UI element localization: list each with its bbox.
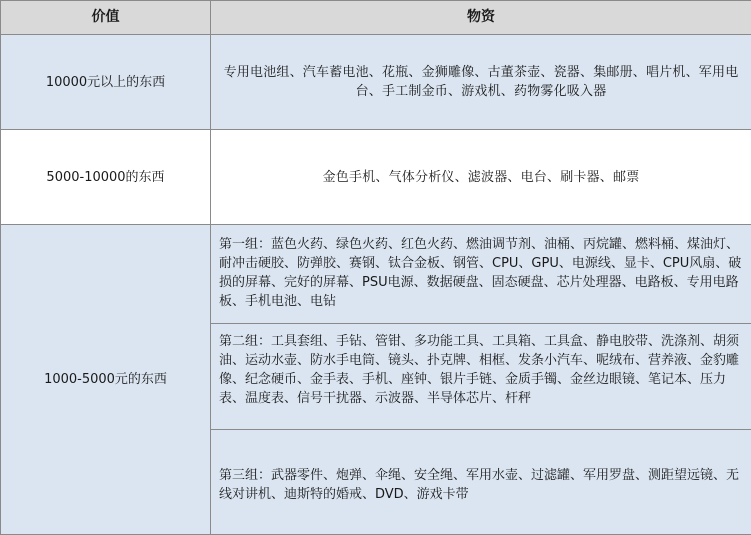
header-value-label: 价值 bbox=[91, 9, 120, 25]
group2-cell bbox=[211, 324, 751, 430]
group1-cell bbox=[211, 225, 751, 324]
group3-items: 第三组：武器零件、炮弹、伞绳、安全绳、军用水壶、过滤罐、军用罗盘、测距望远镜、无线对讲机、迪斯特的婚戒、DVD、游戏卡带 bbox=[219, 468, 740, 502]
row3-value-cell bbox=[1, 225, 211, 535]
group1-items: 第一组：蓝色火药、绿色火药、红色火药、燃油调节剂、油桶、丙烷罐、燃料桶、煤油灯、耐冲击硬胶、防弹胶、赛钢、钛合金板、钢管、CPU、GPU、电源线、显卡、CPU风扇、破损的屏幕、完好的屏幕、PSU电源、数据硬盘、固态硬盘、芯片处理器、电路板、专用电路板、手机电池、电钻 bbox=[219, 237, 742, 309]
row2-goods-cell bbox=[211, 130, 751, 225]
header-goods-label: 物资 bbox=[467, 9, 495, 25]
row2-value: 5000-10000的东西 bbox=[46, 169, 165, 185]
header-goods bbox=[211, 1, 751, 35]
header-value bbox=[1, 1, 211, 35]
row2-goods: 金色手机、气体分析仪、滤波器、电台、刷卡器、邮票 bbox=[322, 169, 640, 185]
group3-cell bbox=[211, 430, 751, 535]
row1-value-cell bbox=[1, 35, 211, 130]
row3-value: 1000-5000元的东西 bbox=[44, 372, 167, 387]
row1-goods-cell bbox=[211, 35, 751, 130]
row1-goods: 专用电池组、汽车蓄电池、花瓶、金狮雕像、古董茶壶、瓷器、集邮册、唱片机、军用电台、手工制金币、游戏机、药物雾化吸入器 bbox=[223, 65, 739, 99]
row1-value: 10000元以上的东西 bbox=[45, 74, 166, 90]
row2-value-cell bbox=[1, 130, 211, 225]
group2-items: 第二组：工具套组、手钻、管钳、多功能工具、工具箱、工具盒、静电胶带、洗涤剂、胡须油、运动水壶、防水手电筒、镜头、扑克牌、相框、发条小汽车、呢绒布、营养液、金豹雕像、纪念硬币、金手表、手机、座钟、银片手链、金质手镯、金丝边眼镜、笔记本、压力表、温度表、信号干扰器、示波器、半导体芯片、杆秤 bbox=[219, 334, 740, 406]
